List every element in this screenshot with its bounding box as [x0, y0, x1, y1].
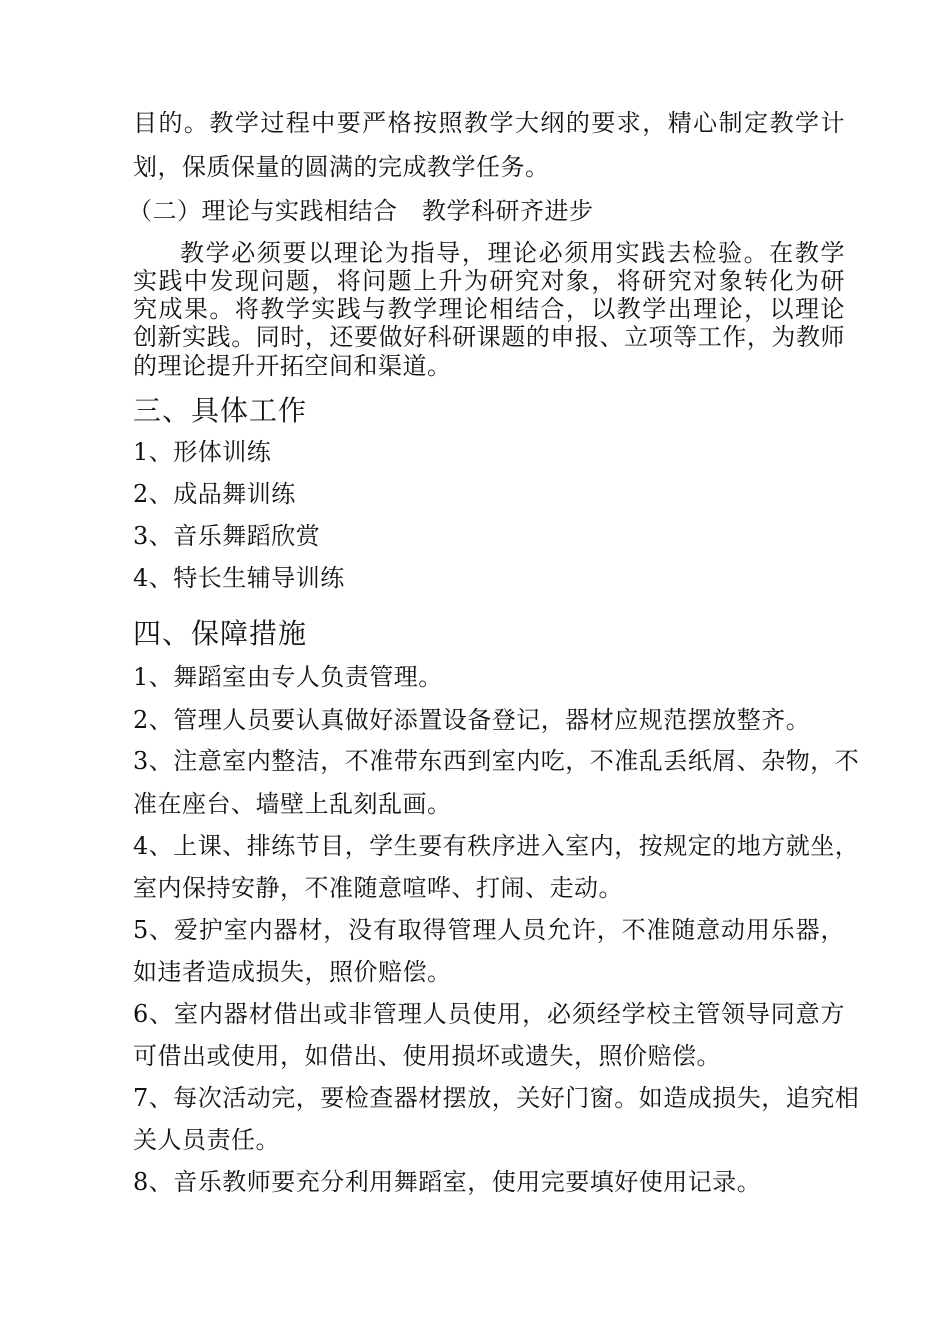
paragraph-line: 教学必须要以理论为指导，理论必须用实践去检验。在教学 [180, 239, 845, 267]
measure-line: 1、舞蹈室由专人负责管理。 [133, 663, 443, 691]
measure-line: 3、注意室内整洁，不准带东西到室内吃，不准乱丢纸屑、杂物，不 [133, 747, 860, 775]
paragraph-line: 实践中发现问题，将问题上升为研究对象，将研究对象转化为研 [133, 267, 845, 295]
paragraph-line: 究成果。将教学实践与教学理论相结合，以教学出理论，以理论 [133, 295, 845, 323]
section-4-title: 四、保障措施 [133, 617, 308, 650]
measure-line: 室内保持安静，不准随意喧哗、打闹、走动。 [133, 874, 623, 902]
measure-line: 7、每次活动完，要检查器材摆放，关好门窗。如造成损失，追究相 [133, 1084, 860, 1112]
intro-line: 划，保质保量的圆满的完成教学任务。 [133, 153, 550, 181]
measure-line: 4、上课、排练节目，学生要有秩序进入室内，按规定的地方就坐， [133, 832, 860, 860]
measure-line: 5、爱护室内器材，没有取得管理人员允许，不准随意动用乐器， [133, 916, 845, 944]
section-3-title: 三、具体工作 [133, 394, 308, 427]
measure-line: 如违者造成损失，照价赔偿。 [133, 958, 452, 986]
work-item: 4、特长生辅导训练 [133, 564, 345, 592]
measure-line: 准在座台、墙壁上乱刻乱画。 [133, 790, 452, 818]
work-item: 3、音乐舞蹈欣赏 [133, 522, 321, 550]
subsection-heading: （二）理论与实践相结合 教学科研齐进步 [128, 197, 594, 225]
measure-line: 可借出或使用，如借出、使用损坏或遗失，照价赔偿。 [133, 1042, 721, 1070]
measure-line: 6、室内器材借出或非管理人员使用，必须经学校主管领导同意方 [133, 1000, 845, 1028]
measure-line: 关人员责任。 [133, 1126, 280, 1154]
measure-line: 2、管理人员要认真做好添置设备登记，器材应规范摆放整齐。 [133, 706, 811, 734]
work-item: 2、成品舞训练 [133, 480, 296, 508]
measure-line: 8、音乐教师要充分利用舞蹈室，使用完要填好使用记录。 [133, 1168, 762, 1196]
work-item: 1、形体训练 [133, 438, 272, 466]
intro-line: 目的。教学过程中要严格按照教学大纲的要求，精心制定教学计 [133, 109, 845, 137]
paragraph-line: 创新实践。同时，还要做好科研课题的申报、立项等工作，为教师 [133, 323, 845, 351]
paragraph-line: 的理论提升开拓空间和渠道。 [133, 352, 452, 380]
